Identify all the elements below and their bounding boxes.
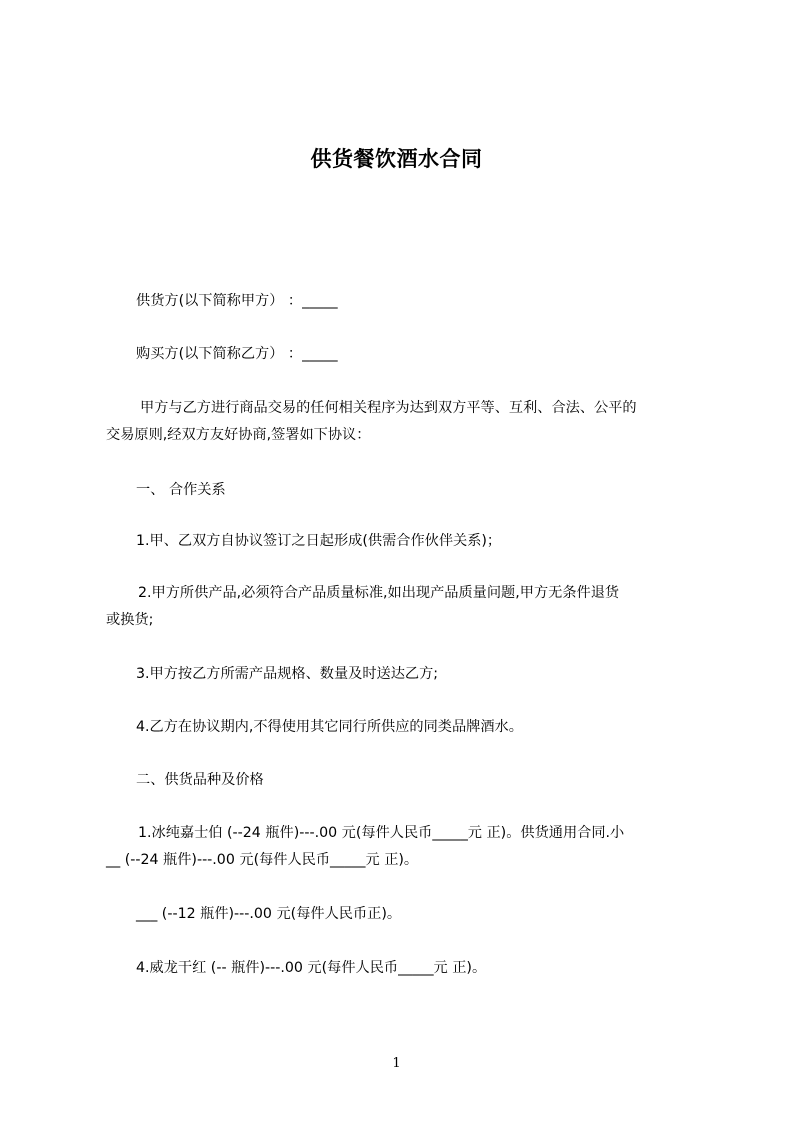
buyer-line: 购买方(以下简称乙方） ：_____ <box>136 346 338 362</box>
document-title: 供货餐饮酒水合同 <box>310 147 483 171</box>
section1-item2-line2: 或换货; <box>106 612 154 628</box>
section1-item1: 1.甲、乙双方自协议签订之日起形成(供需合作伙伴关系)； <box>136 533 502 549</box>
section2-item1-line2: __ (--24 瓶件)---.00 元(每件人民币_____元 正)。 <box>106 852 419 868</box>
section1-item3: 3.甲方按乙方所需产品规格、数量及时送达乙方; <box>136 666 439 682</box>
intro-paragraph-line2: 交易原则,经双方友好协商,签署如下协议： <box>106 427 371 443</box>
section2-item3: ___ (--12 瓶件)---.00 元(每件人民币正)。 <box>136 906 402 922</box>
supplier-line: 供货方(以下简称甲方） ：_____ <box>136 293 338 309</box>
section1-heading: 一、 合作关系 <box>136 482 226 498</box>
intro-paragraph-line1: 甲方与乙方进行商品交易的任何相关程序为达到双方平等、互利、合法、公平的 <box>140 400 637 416</box>
section1-item2-line1: 2.甲方所供产品,必须符合产品质量标准,如出现产品质量问题,甲方无条件退货 <box>138 585 620 601</box>
section2-item4: 4.威龙干红 (-- 瓶件)---.00 元(每件人民币_____元 正)。 <box>136 960 487 976</box>
section2-heading: 二、供货品种及价格 <box>136 772 264 788</box>
section1-item4: 4.乙方在协议期内,不得使用其它同行所供应的同类品牌酒水。 <box>136 719 523 735</box>
section2-item1-line1: 1.冰纯嘉士伯 (--24 瓶件)---.00 元(每件人民币_____元 正)。供货通用合同.小 <box>138 825 625 841</box>
page-number: 1 <box>392 1056 401 1071</box>
